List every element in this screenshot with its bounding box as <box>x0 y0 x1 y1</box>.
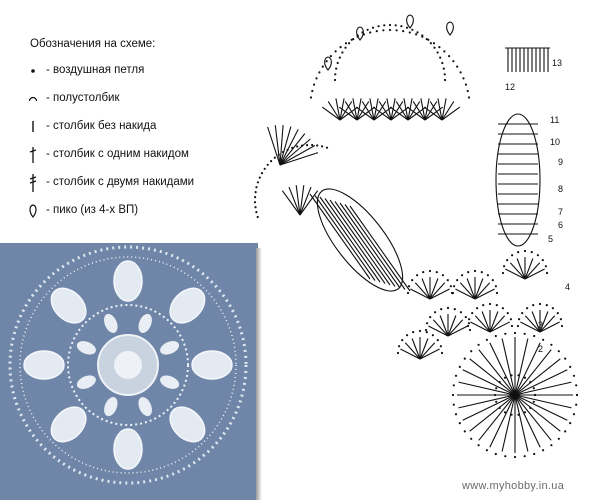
chain-dot <box>438 46 440 48</box>
stitch-line <box>320 197 380 282</box>
chain-dot <box>339 57 341 59</box>
doily-photo <box>0 243 258 500</box>
chain-dot <box>316 144 318 146</box>
chain-dot <box>560 318 562 320</box>
chain-dot <box>569 366 571 368</box>
chain-dot <box>406 27 408 29</box>
chain-dot <box>502 272 504 274</box>
chain-dot <box>453 384 455 386</box>
lace-petal <box>136 395 155 418</box>
chain-dot <box>255 186 257 188</box>
chain-dot <box>255 211 257 213</box>
row-number-label: 13 <box>552 58 563 68</box>
chain-dot <box>476 307 478 309</box>
chain-dot <box>455 413 457 415</box>
chain-dot <box>430 42 432 44</box>
crochet-scheme <box>240 0 600 470</box>
chain-dot <box>296 145 298 147</box>
lace-motif <box>114 261 142 301</box>
chain-dot <box>511 254 513 256</box>
chain-dot <box>558 438 560 440</box>
chain-dot <box>464 430 466 432</box>
chain-dot <box>322 66 324 68</box>
chain-dot <box>427 39 429 41</box>
chain-dot <box>573 413 575 415</box>
chain-dot <box>464 358 466 360</box>
lace-petal <box>75 373 98 392</box>
chain-dot <box>504 455 506 457</box>
chain-dot <box>441 62 443 64</box>
stitch-line <box>350 206 410 291</box>
dot-icon <box>28 62 42 80</box>
chain-dot <box>504 333 506 335</box>
chain-dot <box>270 160 272 162</box>
chain-dot <box>564 358 566 360</box>
chain-dot <box>521 312 523 314</box>
chain-dot <box>306 144 308 146</box>
stitch-line <box>430 283 445 299</box>
stitch-line <box>510 263 525 279</box>
stitch-line <box>433 320 448 336</box>
chain-dot <box>313 84 315 86</box>
row-number-label: 8 <box>558 184 564 194</box>
chain-dot <box>495 335 497 337</box>
legend-item-label: - столбик с двумя накидами <box>46 176 195 188</box>
chain-dot <box>539 303 541 305</box>
chain-dot <box>486 339 488 341</box>
chain-dot <box>524 250 526 252</box>
chain-dot <box>389 24 391 26</box>
chain-dot <box>514 456 516 458</box>
chain-dot <box>444 79 446 81</box>
chain-dot <box>510 318 512 320</box>
chain-dot <box>546 304 548 306</box>
chain-dot <box>383 24 385 26</box>
chain-dot <box>468 96 470 98</box>
row-number-label: 10 <box>550 137 561 147</box>
legend-item-label: - столбик без накида <box>46 120 157 132</box>
chain-dot <box>382 29 384 31</box>
chain-dot <box>264 168 266 170</box>
chain-dot <box>444 73 446 75</box>
chain-dot <box>441 352 443 354</box>
chain-dot <box>436 271 438 273</box>
chain-dot <box>511 325 513 327</box>
chain-dot <box>532 304 534 306</box>
chain-dot <box>495 453 497 455</box>
chain-dot <box>459 366 461 368</box>
legend-item-picot <box>28 202 258 220</box>
chain-dot <box>389 29 391 31</box>
chain-dot <box>337 62 339 64</box>
stitch-line <box>315 196 375 281</box>
chain-dot <box>468 318 470 320</box>
chain-dot <box>282 151 284 153</box>
chain-dot <box>369 31 371 33</box>
chain-dot <box>487 274 489 276</box>
picot <box>325 57 332 70</box>
row-number-label: 11 <box>550 115 560 125</box>
lace-motif <box>192 351 232 379</box>
chain-dot <box>478 344 480 346</box>
chain-dot <box>315 77 317 79</box>
chain-dot <box>526 307 528 309</box>
picot-icon <box>28 202 42 220</box>
chain-dot <box>345 42 347 44</box>
chain-dot <box>575 404 577 406</box>
stitch-line <box>280 139 310 165</box>
stitch-line <box>340 203 400 288</box>
chain-dot <box>450 285 452 287</box>
chain-dot <box>395 24 397 26</box>
legend-item-label: - полустолбик <box>46 92 120 104</box>
chain-dot <box>552 307 554 309</box>
stitch-line <box>405 343 420 359</box>
chain-dot <box>467 271 469 273</box>
chain-dot <box>453 285 455 287</box>
chain-dot <box>398 345 400 347</box>
legend-item-label: - столбик с одним накидом <box>46 148 189 160</box>
chain-dot <box>429 270 431 272</box>
chain-dot <box>558 350 560 352</box>
chain-dot <box>447 279 449 281</box>
chain-dot <box>506 259 508 261</box>
chain-dot <box>311 144 313 146</box>
stitch-line <box>420 343 435 359</box>
chain-dot <box>467 325 469 327</box>
chain-dot <box>421 36 423 38</box>
chain-dot <box>569 422 571 424</box>
chain-dot <box>291 147 293 149</box>
chain-dot <box>254 196 256 198</box>
chain-dot <box>326 60 328 62</box>
chain-dot <box>447 307 449 309</box>
chain-dot <box>465 316 467 318</box>
chain-dot <box>416 31 418 33</box>
chain-dot <box>496 304 498 306</box>
chain-dot <box>514 332 516 334</box>
stitch-line <box>335 202 395 287</box>
chain-dot <box>489 303 491 305</box>
stitch-line <box>475 283 490 299</box>
chain-dot <box>396 29 398 31</box>
chain-dot <box>426 331 428 333</box>
chain-dot <box>564 430 566 432</box>
bar-icon <box>28 118 42 136</box>
chain-dot <box>287 149 289 151</box>
legend-item-slip-stitch <box>28 90 258 108</box>
chain-dot <box>542 339 544 341</box>
chain-dot <box>321 145 323 147</box>
chain-dot <box>496 292 498 294</box>
row-number-label: 5 <box>548 234 554 244</box>
chain-dot <box>462 77 464 79</box>
chain-dot <box>433 47 435 49</box>
row-number-label: 4 <box>565 282 571 292</box>
chain-dot <box>537 254 539 256</box>
lace-petal <box>75 338 98 357</box>
chain-dot <box>401 339 403 341</box>
chain-dot <box>557 312 559 314</box>
chain-dot <box>507 312 509 314</box>
chain-dot <box>255 191 257 193</box>
chain-dot <box>407 292 409 294</box>
watermark: www.myhobby.in.ua <box>462 480 565 492</box>
chain-dot <box>259 177 261 179</box>
chain-dot <box>254 201 256 203</box>
stitch-line <box>525 263 540 279</box>
chain-dot <box>546 272 548 274</box>
chain-dot <box>533 401 535 403</box>
lace-petal <box>158 373 181 392</box>
chain-dot <box>425 329 427 331</box>
lace-motif <box>163 282 211 330</box>
row-number-label: 6 <box>558 220 564 230</box>
chain-dot <box>415 33 417 35</box>
chain-dot <box>575 384 577 386</box>
chain-dot <box>470 350 472 352</box>
chain-dot <box>454 308 456 310</box>
chain-dot <box>453 404 455 406</box>
chain-dot <box>437 51 439 53</box>
chain-dot <box>492 279 494 281</box>
chain-dot <box>397 352 399 354</box>
chain-dot <box>531 251 533 253</box>
chain-dot <box>468 322 470 324</box>
chain-dot <box>348 42 350 44</box>
chain-dot <box>542 449 544 451</box>
chain-dot <box>318 71 320 73</box>
stitch-line <box>330 200 390 285</box>
chain-dot <box>482 304 484 306</box>
legend-item-treble-crochet <box>28 174 258 192</box>
chain-dot <box>448 55 450 57</box>
doily-image <box>0 243 258 500</box>
chain-dot <box>330 55 332 57</box>
chain-dot <box>257 216 259 218</box>
chain-dot <box>460 311 462 313</box>
chain-dot <box>376 30 378 32</box>
chain-dot <box>561 325 563 327</box>
chain-dot <box>440 308 442 310</box>
lace-petal <box>101 312 120 335</box>
chain-dot <box>467 90 469 92</box>
chain-dot <box>422 271 424 273</box>
chain-dot <box>533 453 535 455</box>
chain-dot <box>443 50 445 52</box>
chain-dot <box>465 84 467 86</box>
stitch-line <box>345 205 405 290</box>
chain-dot <box>455 375 457 377</box>
row-number-label: 12 <box>505 82 516 92</box>
stitch-line <box>310 194 370 279</box>
chain-dot <box>452 60 454 62</box>
chain-dot <box>517 251 519 253</box>
picot <box>357 27 364 40</box>
chain-dot <box>257 181 259 183</box>
chain-dot <box>474 270 476 272</box>
stitch-line <box>460 283 475 299</box>
chain-dot <box>451 292 453 294</box>
chain-dot <box>432 334 434 336</box>
chain-dot <box>573 375 575 377</box>
chain-dot <box>261 172 263 174</box>
chain-dot <box>550 344 552 346</box>
chain-dot <box>524 455 526 457</box>
chain-dot <box>456 279 458 281</box>
chain-dot <box>502 307 504 309</box>
chain-dot <box>378 25 380 27</box>
legend-item-double-crochet <box>28 146 258 164</box>
legend-item-label: - воздушная петля <box>46 64 145 76</box>
chain-dot <box>402 30 404 32</box>
chain-dot <box>524 333 526 335</box>
chain-dot <box>274 157 276 159</box>
chain-dot <box>471 312 473 314</box>
chain-dot <box>440 345 442 347</box>
chain-dot <box>411 29 413 31</box>
lace-motif <box>114 429 142 469</box>
chain-dot <box>416 274 418 276</box>
chain-dot <box>542 259 544 261</box>
chain-dot <box>486 449 488 451</box>
chain-dot <box>518 318 520 320</box>
chain-dot <box>469 329 471 331</box>
chain-dot <box>517 325 519 327</box>
legend-item-single-crochet <box>28 118 258 136</box>
chain-dot <box>576 394 578 396</box>
chain-dot <box>478 444 480 446</box>
row-number-label: 2 <box>538 344 544 354</box>
chain-dot <box>495 387 497 389</box>
chain-dot <box>456 66 458 68</box>
chain-dot <box>503 265 505 267</box>
chain-dot <box>326 147 328 149</box>
double-cross-icon <box>28 174 42 192</box>
chain-dot <box>460 71 462 73</box>
chain-dot <box>310 96 312 98</box>
chain-dot <box>439 57 441 59</box>
chain-dot <box>412 331 414 333</box>
legend-panel <box>0 0 260 240</box>
chain-dot <box>344 47 346 49</box>
chain-dot <box>409 31 411 33</box>
chain-dot <box>459 422 461 424</box>
chain-dot <box>406 334 408 336</box>
chain-dot <box>426 322 428 324</box>
stitch-line <box>442 107 460 120</box>
chain-dot <box>334 79 336 81</box>
lace-petal <box>158 338 181 357</box>
chain-dot <box>411 279 413 281</box>
chain-dot <box>340 46 342 48</box>
chain-dot <box>433 42 435 44</box>
chain-dot <box>341 51 343 53</box>
chain-dot <box>408 285 410 287</box>
lace-petal <box>136 312 155 335</box>
chain-dot <box>437 339 439 341</box>
lace-petal <box>101 395 120 418</box>
stitch-line <box>280 134 305 165</box>
chain-dot <box>254 206 256 208</box>
single-cross-icon <box>28 146 42 164</box>
chain-dot <box>461 274 463 276</box>
chain-dot <box>495 401 497 403</box>
chain-dot <box>311 90 313 92</box>
stitch-line <box>475 316 490 332</box>
lace-motif <box>24 351 64 379</box>
arc-icon <box>28 90 42 108</box>
chain-dot <box>400 25 402 27</box>
chain-dot <box>367 29 369 31</box>
scheme-oval <box>303 176 417 303</box>
chain-dot <box>429 316 431 318</box>
chain-dot <box>334 73 336 75</box>
row-number-label: 9 <box>558 157 564 167</box>
chain-dot <box>351 39 353 41</box>
stitch-line <box>448 320 463 336</box>
chain-dot <box>434 311 436 313</box>
chain-dot <box>267 164 269 166</box>
picot <box>447 22 454 35</box>
chain-dot <box>481 271 483 273</box>
chain-dot <box>301 145 303 147</box>
chain-dot <box>495 285 497 287</box>
stitch-line <box>490 316 505 332</box>
chain-dot <box>533 335 535 337</box>
chain-dot <box>442 274 444 276</box>
stitch-line <box>322 107 340 120</box>
chain-dot <box>335 68 337 70</box>
row-number-label: 7 <box>558 207 564 217</box>
chain-dot <box>419 330 421 332</box>
chain-dot <box>550 444 552 446</box>
chain-dot <box>443 68 445 70</box>
chain-dot <box>470 438 472 440</box>
row-number-label: 3 <box>538 320 544 330</box>
chain-dot <box>335 50 337 52</box>
chain-dot <box>372 27 374 29</box>
picot <box>407 15 414 28</box>
legend-title: Обозначения на схеме: <box>30 38 156 50</box>
chain-dot <box>452 394 454 396</box>
legend-item-chain <box>28 62 258 80</box>
chain-dot <box>533 387 535 389</box>
chain-dot <box>545 265 547 267</box>
stitch-line <box>415 283 430 299</box>
legend-item-label: - пико (из 4-х ВП) <box>46 204 139 216</box>
chain-dot <box>278 154 280 156</box>
